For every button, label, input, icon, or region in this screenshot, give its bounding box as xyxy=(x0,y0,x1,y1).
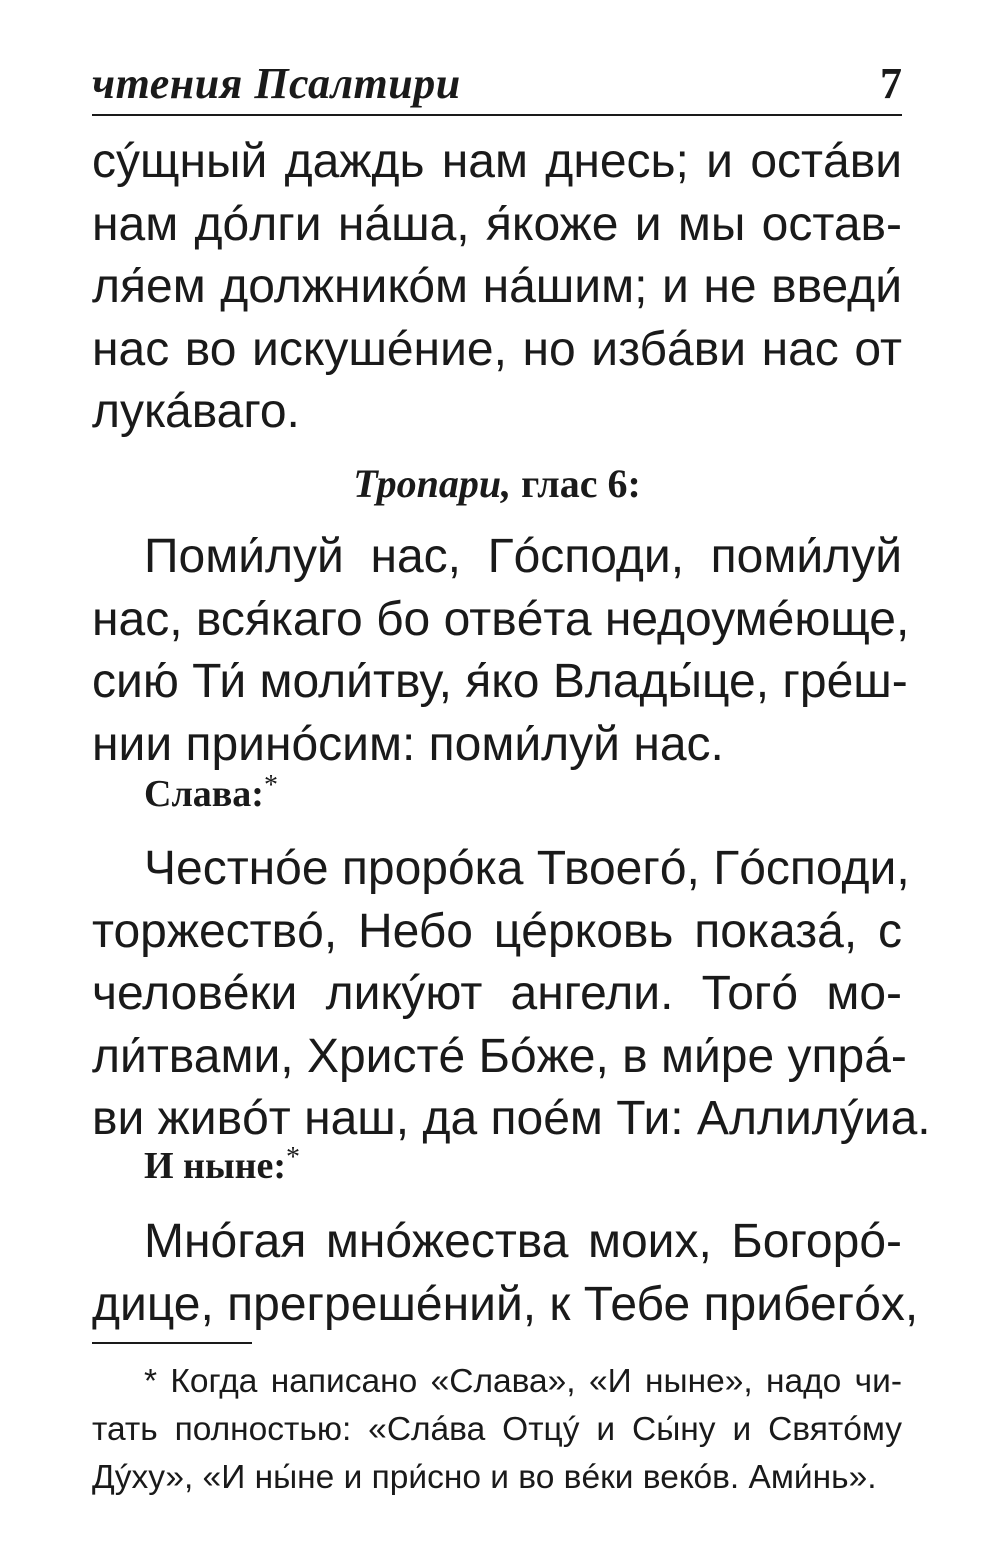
text-line: ли́твами, Христé Бóже, в ми́ре упрá- xyxy=(92,1029,907,1083)
footnote-marker: * xyxy=(286,1142,301,1173)
page-number: 7 xyxy=(880,59,902,108)
text-line: Честнóе прорóка Твоегó, Гóсподи, xyxy=(144,842,910,895)
section-heading-troparia xyxy=(92,460,902,507)
book-page xyxy=(92,0,931,1544)
footnote-marker: * xyxy=(263,770,278,801)
subheading-i-nyne xyxy=(144,1142,300,1188)
text-line: Поми́луй нас, Гóсподи, поми́луй xyxy=(144,530,902,583)
footnote-line: Дýху», «И ны́не и при́сно и во вéки векóв. Ами́нь». xyxy=(92,1459,877,1496)
text-line: нас во искушéние, но избáви нас от xyxy=(92,322,902,376)
footnote-line: тать полностью: «Слáва Отцý и Сы́ну и Святóму xyxy=(92,1411,902,1448)
text-line: дице, прегрешéний, к Тебе прибегóх, xyxy=(92,1277,919,1331)
subheading-label: Слава: xyxy=(144,773,264,815)
paragraph-lords-prayer-end xyxy=(92,131,902,444)
footnote-line: * Когда написано «Слава», «И ныне», надо чи- xyxy=(144,1363,902,1400)
text-line: торжествó, Небо цéрковь показá, с xyxy=(92,904,902,958)
subheading-slava xyxy=(144,770,278,816)
running-header xyxy=(92,52,902,116)
text-line: ви живóт наш, да поéм Ти: Аллилýиа. xyxy=(92,1092,931,1145)
text-line: лукáваго. xyxy=(92,385,300,438)
subheading-label: И ныне: xyxy=(144,1145,287,1187)
text-line: сию́ Ти́ моли́тву, я́ко Влады́це, грéш- xyxy=(92,655,908,708)
heading-italic: Тропари, xyxy=(353,461,512,506)
running-title: чтения Псалтири xyxy=(92,59,461,108)
heading-plain: глас 6: xyxy=(511,461,641,506)
paragraph-troparion-1 xyxy=(92,526,910,776)
text-line: сýщный даждь нам днесь; и остáви xyxy=(92,135,902,188)
footnote xyxy=(92,1358,902,1502)
text-line: ля́ем должникóм нáшим; и не введи́ xyxy=(92,260,902,313)
text-line: нам дóлги нáша, я́коже и мы остав- xyxy=(92,197,902,251)
paragraph-troparion-2 xyxy=(92,838,931,1151)
paragraph-theotokion xyxy=(92,1211,919,1336)
text-line: Мнóгая мнóжества моих, Богорó- xyxy=(144,1215,902,1268)
text-line: нии принóсим: поми́луй нас. xyxy=(92,717,724,771)
footnote-divider xyxy=(92,1342,252,1344)
text-line: человéки ликýют ангели. Тогó мо- xyxy=(92,967,902,1020)
text-line: нас, вся́каго бо отвéта недоумéюще, xyxy=(92,592,910,646)
